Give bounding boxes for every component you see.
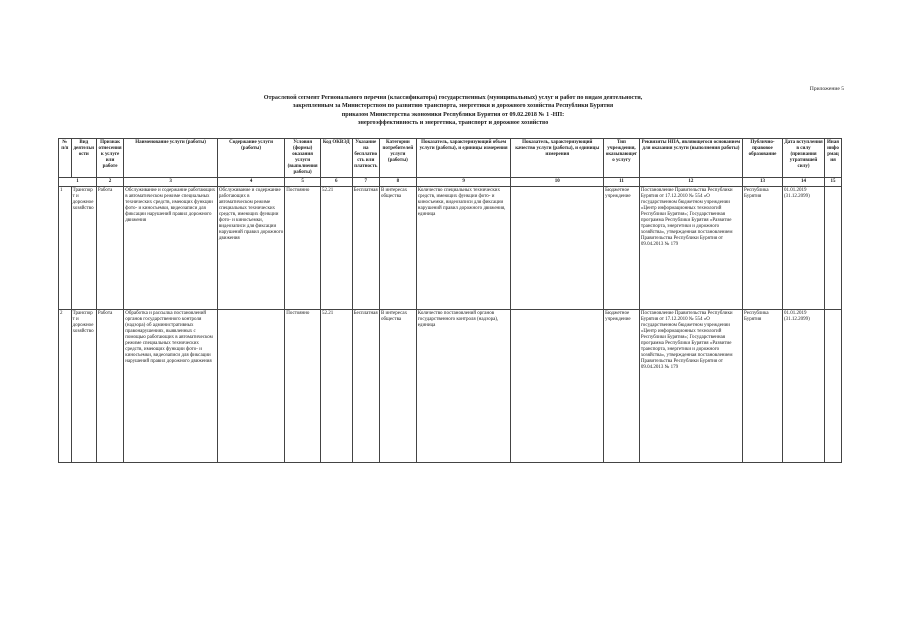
column-number-row: [59, 178, 842, 187]
cell-activity: Транспорт и дорожное хозяйство: [71, 310, 96, 463]
col-number: 6: [321, 178, 353, 187]
cell-activity: Транспорт и дорожное хозяйство: [71, 187, 96, 310]
table-row: [59, 310, 842, 463]
header-pay: Указание на бесплатность или платность: [352, 139, 379, 178]
cell-npa: Постановление Правительства Республики Бурятия от 17.12.2010 № 554 «О государственном бюджетном учреждении «Центр информационных технологий Республики Бурятия»; Государственная программа Республики Бурятия «Развитие транспорта, энергетики и дорожного хозяйства», утвержденная постановлением Правительства Республики Бурятия от 09.04.2013 № 179: [639, 187, 742, 310]
header-row: [59, 139, 842, 178]
header-content: Содержание услуги (работы): [217, 139, 284, 178]
col-number: 12: [639, 178, 742, 187]
cell-okved: 52.21: [321, 187, 353, 310]
header-num: № п/п: [59, 139, 72, 178]
header-activity: Вид деятельности: [71, 139, 96, 178]
header-consumers: Категории потребителей услуги (работы): [379, 139, 416, 178]
col-number: 4: [217, 178, 284, 187]
col-number: 3: [124, 178, 218, 187]
header-other: Иная информация: [825, 139, 842, 178]
header-entity: Публично-правовое образование: [742, 139, 782, 178]
header-quality: Показатель, характеризующий качество услуги (работы), и единицы измерения: [511, 139, 604, 178]
col-number: 13: [742, 178, 782, 187]
col-number: 2: [96, 178, 123, 187]
cell-npa: Постановление Правительства Республики Бурятия от 17.12.2010 № 554 «О государственном бюджетном учреждении «Центр информационных технологий Республики Бурятия»; Государственная программа Республики Бурятия «Развитие транспорта, энергетики и дорожного хозяйства», утвержденная постановлением Правительства Республики Бурятия от 09.04.2013 № 179: [639, 310, 742, 463]
cell-sign: Работа: [96, 187, 123, 310]
col-number: 8: [379, 178, 416, 187]
title-line-1: Отраслевой сегмент Регионального перечня (классификатора) государственных (муниципальных) услуг и работ по видам деятельности,: [263, 95, 643, 101]
header-conditions: Условия (формы) оказания услуги (выполнения работы): [285, 139, 321, 178]
cell-volume: Количество специальных технических средств, имеющих функции фото- и киносъемки, видеозаписи для фиксации нарушений правил дорожного движения, единица: [416, 187, 511, 310]
cell-consumers: В интересах общества: [379, 310, 416, 463]
cell-other: [825, 187, 842, 310]
col-number: 14: [782, 178, 824, 187]
col-number: 11: [604, 178, 640, 187]
cell-pay: Бесплатная: [352, 187, 379, 310]
document-title: [58, 94, 848, 128]
header-volume: Показатель, характеризующий объем услуги (работы), и единицы измерения: [416, 139, 511, 178]
col-number: 5: [285, 178, 321, 187]
cell-consumers: В интересах общества: [379, 187, 416, 310]
cell-entity: Республика Бурятия: [742, 310, 782, 463]
cell-pay: Бесплатная: [352, 310, 379, 463]
cell-sign: Работа: [96, 310, 123, 463]
cell-name: Обслуживание и содержание работающих в автоматическом режиме специальных технических средств, имеющих функции фото- и киносъемки, видеозаписи для фиксации нарушений правил дорожного движения: [124, 187, 218, 310]
classifier-table: [58, 138, 842, 463]
table-row: [59, 187, 842, 310]
col-number: 9: [416, 178, 511, 187]
title-line-4: энергоэффективность и энергетика, транспорт и дорожное хозяйство: [357, 120, 549, 127]
col-number: 15: [825, 178, 842, 187]
col-number: 10: [511, 178, 604, 187]
header-inst-type: Тип учреждения, оказывающего услугу: [604, 139, 640, 178]
cell-num: 1: [59, 187, 72, 310]
cell-inst-type: Бюджетное учреждение: [604, 310, 640, 463]
cell-date: 01.01.2019 (31.12.2099): [782, 310, 824, 463]
cell-conditions: Постоянно: [285, 310, 321, 463]
title-line-3: приказом Министерства экономики Республики Бурятия от 09.02.2018 № 1 -НП:: [341, 111, 565, 118]
cell-name: Обработка и рассылка постановлений органов государственного контроля (надзора) об административных правонарушениях, выявленных с помощью работающих в автоматическом режиме специальных технических средств, имеющих функции фото- и киносъемки, видеозаписи для фиксации нарушений правил дорожного движения: [124, 310, 218, 463]
cell-other: [825, 310, 842, 463]
appendix-label: Приложение 5: [809, 86, 844, 92]
cell-num: 2: [59, 310, 72, 463]
cell-entity: Республика Бурятия: [742, 187, 782, 310]
cell-okved: 52.21: [321, 310, 353, 463]
cell-conditions: Постоянно: [285, 187, 321, 310]
title-line-2: закрепленным за Министерством по развитию транспорта, энергетики и дорожного хозяйства Республики Бурятия: [292, 103, 614, 110]
header-okved: Код ОКВЭД: [321, 139, 353, 178]
header-date: Дата вступления в силу (признания утратившей силу): [782, 139, 824, 178]
cell-date: 01.01.2019 (31.12.2099): [782, 187, 824, 310]
cell-quality: [511, 187, 604, 310]
cell-volume: Количество постановлений органов государственного контроля (надзора), единица: [416, 310, 511, 463]
col-number: 7: [352, 178, 379, 187]
col-number: 1: [59, 178, 97, 187]
cell-content: Обслуживание и содержание работающих в автоматическом режиме специальных технических средств, имеющих функции фото- и киносъемки, видеозаписи для фиксации нарушений правил дорожного движения: [217, 187, 284, 310]
header-name: Наименование услуги (работы): [124, 139, 218, 178]
cell-quality: [511, 310, 604, 463]
header-sign: Признак отнесения к услуге или работе: [96, 139, 123, 178]
cell-content: [217, 310, 284, 463]
cell-inst-type: Бюджетное учреждение: [604, 187, 640, 310]
header-npa: Реквизиты НПА, являющегося основанием для оказания услуги (выполнения работы): [639, 139, 742, 178]
